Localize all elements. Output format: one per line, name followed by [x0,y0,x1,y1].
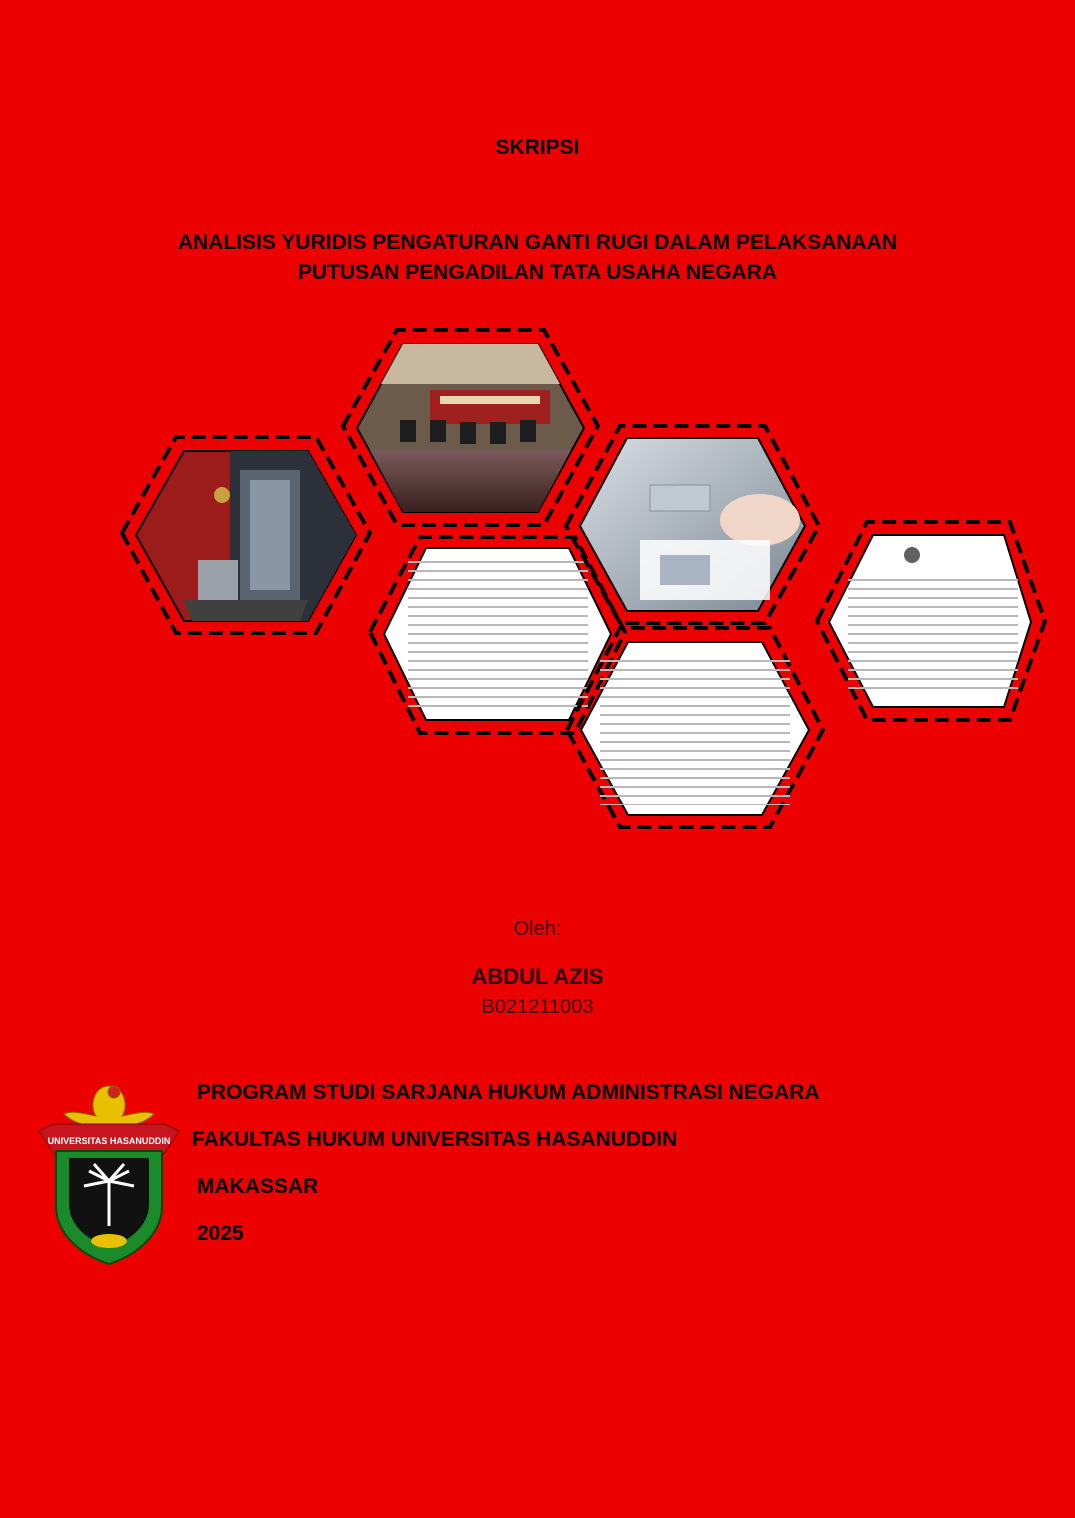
student-id: B021211003 [481,996,594,1018]
hexagon-law-document [567,628,823,827]
hexagon-payment-handover [566,426,819,623]
thesis-title-line-2: PUTUSAN PENGADILAN TATA USAHA NEGARA [297,261,778,284]
faculty-name: FAKULTAS HUKUM UNIVERSITAS HASANUDDIN [192,1128,678,1151]
study-program: PROGRAM STUDI SARJANA HUKUM ADMINISTRASI NEGARA [197,1081,820,1104]
university-crest-icon [34,1076,184,1266]
year: 2025 [197,1222,244,1245]
author-name: ABDUL AZIS [471,964,604,989]
hexagon-regulation-document [817,522,1045,720]
svg-text:UNIVERSITAS HASANUDDIN: UNIVERSITAS HASANUDDIN [47,1136,171,1146]
thesis-title-line-1: ANALISIS YURIDIS PENGATURAN GANTI RUGI DALAM PELAKSANAAN [177,231,898,254]
document-label: SKRIPSI [495,136,580,159]
hexagon-building-entrance [122,437,370,633]
hexagon-court-hall [343,330,598,525]
by-label: Oleh: [513,918,562,940]
city-name: MAKASSAR [197,1175,319,1198]
